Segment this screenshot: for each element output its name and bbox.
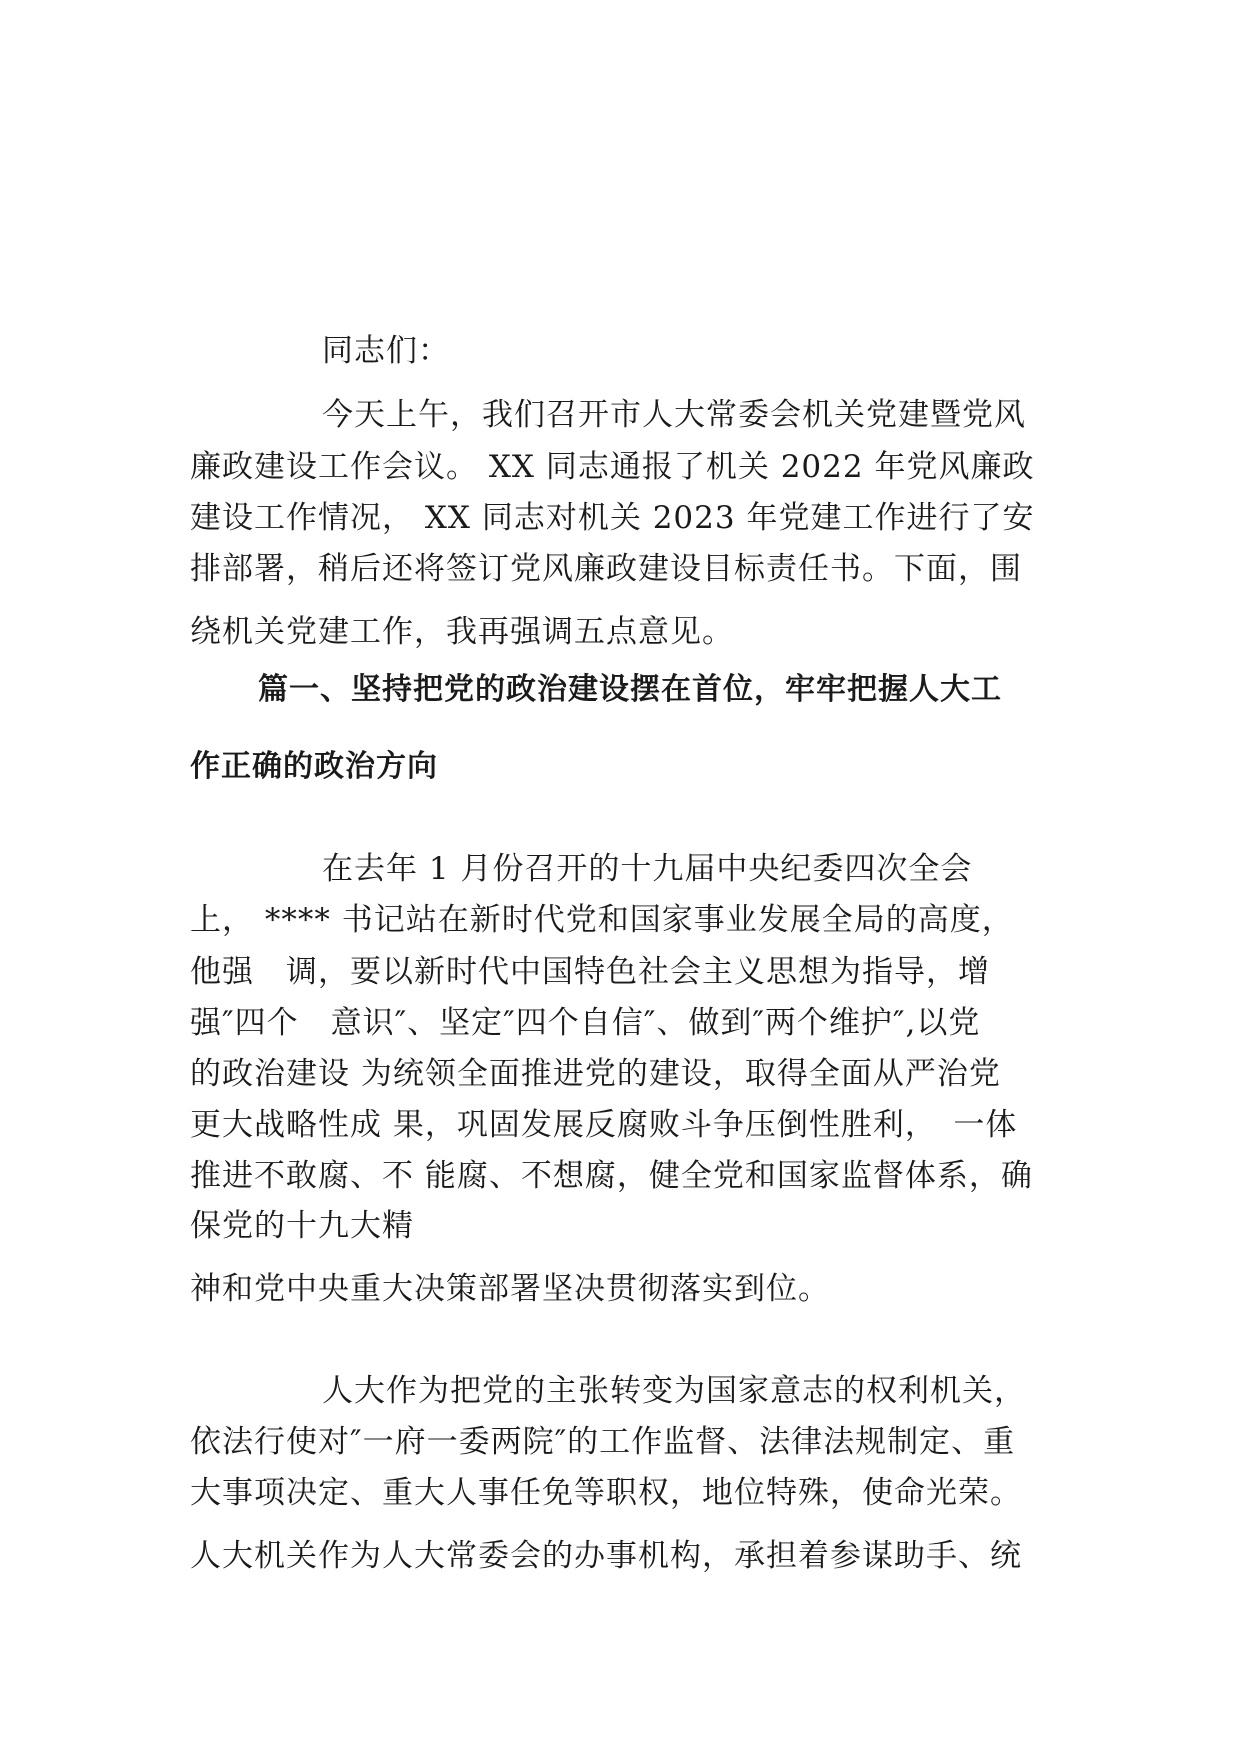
section-heading: 篇一、坚持把党的政治建设摆在首位，牢牢把握人大工 [258,672,1002,707]
paragraph-line: 的政治建设 为统领全面推进党的建设，取得全面从严治党 [190,1056,1001,1092]
paragraph-line: 推进不敢腐、不 能腐、不想腐，健全党和国家监督体系，确 [190,1158,1033,1194]
paragraph-line: 更大战略性成 果，巩固发展反腐败斗争压倒性胜利， 一体 [190,1107,1018,1143]
section-heading: 作正确的政治方向 [190,749,438,784]
paragraph-line: 建设工作情况， XX 同志对机关 2023 年党建工作进行了安 [190,500,1035,536]
paragraph-line: 上， **** 书记站在新时代党和国家事业发展全局的高度， [190,902,1014,938]
paragraph-line: 人大机关作为人大常委会的办事机构，承担着参谋助手、统 [190,1538,1022,1574]
paragraph-line: 在去年 1 月份召开的十九届中央纪委四次全会 [322,851,973,887]
paragraph-line: 强″四个 意识″、坚定″四个自信″、做到″两个维护″,以党 [190,1005,981,1041]
paragraph-line: 依法行使对″一府一委两院″的工作监督、法律法规制定、重 [190,1424,1016,1460]
paragraph-line: 他强 调，要以新时代中国特色社会主义思想为指导，增 [190,954,990,990]
paragraph-line: 今天上午，我们召开市人大常委会机关党建暨党风 [322,397,1026,433]
paragraph-line: 绕机关党建工作，我再强调五点意见。 [190,614,734,650]
paragraph-line: 人大作为把党的主张转变为国家意志的权利机关， [322,1373,1026,1409]
paragraph-line: 大事项决定、重大人事任免等职权，地位特殊，使命光荣。 [190,1475,1022,1511]
paragraph-line: 保党的十九大精 [190,1208,414,1244]
greeting: 同志们： [322,333,450,369]
paragraph-line: 排部署，稍后还将签订党风廉政建设目标责任书。下面，围 [190,551,1022,587]
paragraph-line: 廉政建设工作会议。 XX 同志通报了机关 2022 年党风廉政 [190,449,1035,485]
paragraph-line: 神和党中央重大决策部署坚决贯彻落实到位。 [190,1271,830,1307]
